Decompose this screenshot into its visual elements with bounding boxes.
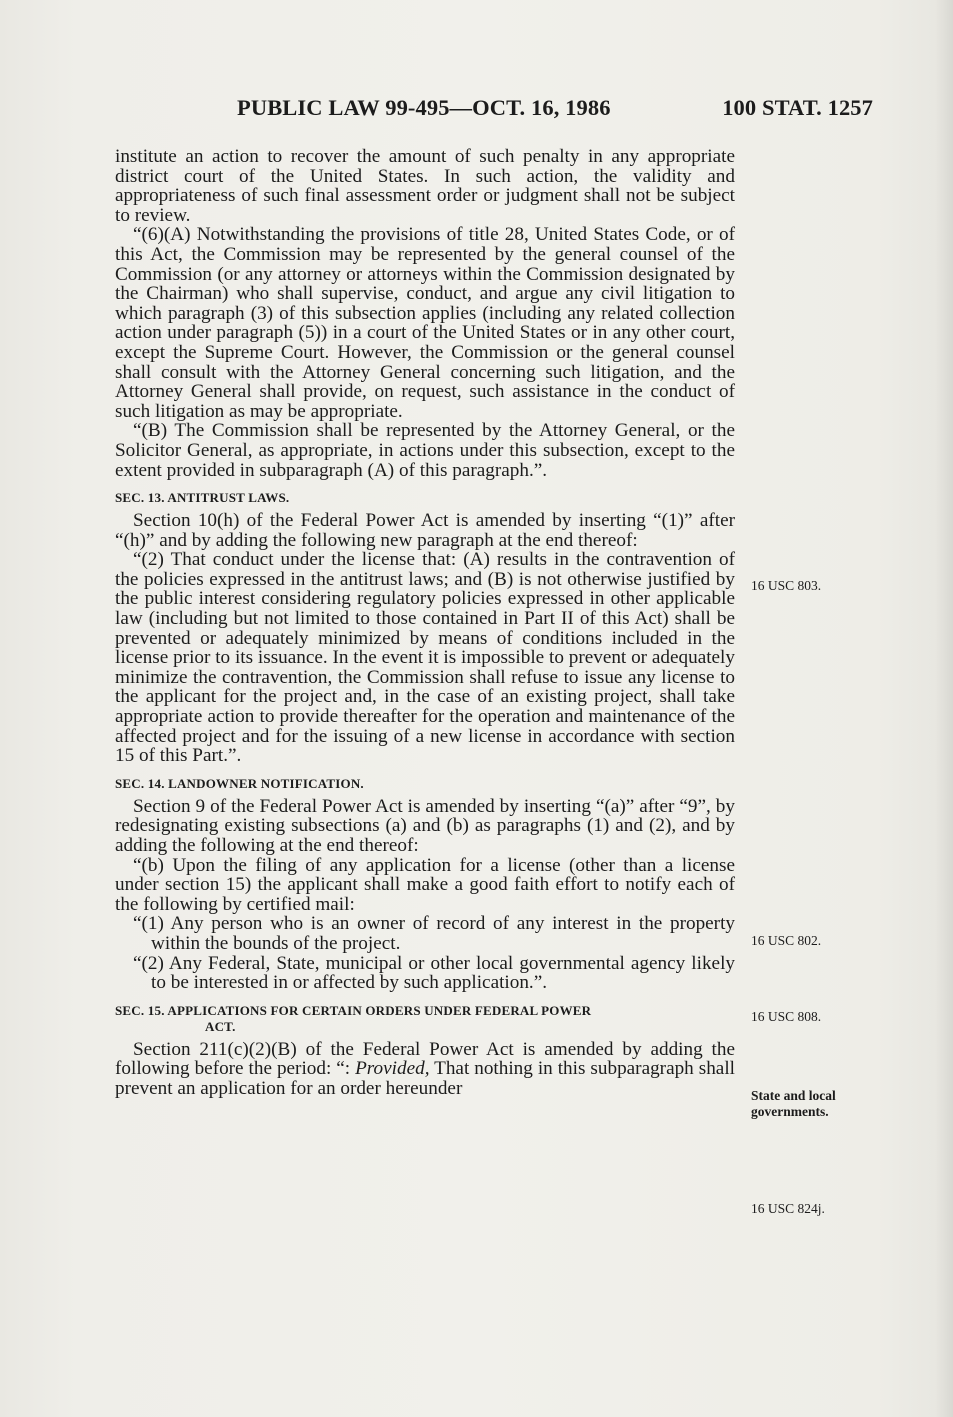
section-14-heading: SEC. 14. LANDOWNER NOTIFICATION.: [115, 775, 364, 791]
paragraph-6a: “(6)(A) Notwithstanding the provisions of title 28, United States Code, or of this Act, the Commission may be represented by the general counsel of the Commission (or any attorney or attorneys within the Commission designated by the Chairman) who shall supervise, conduct, and argue any civil litigation to which paragraph (3) of this subsection applies (including any related collection action under paragraph (5)) in a court of the United States or in any other court, except the Supreme Court. However, the Commission or the general counsel shall consult with the Attorney General concerning such litigation, and the Attorney General shall provide, on request, such assistance in the conduct of such litigation as may be appropriate.: [115, 224, 735, 422]
margin-note-16-usc-808: 16 USC 808.: [751, 1009, 822, 1024]
section-13-text: Section 10(h) of the Federal Power Act is amended by inserting “(1)” after “(h)” and by adding the following new paragraph at the end thereof:: [115, 510, 735, 551]
section-13-paragraph-2: “(2) That conduct under the license that: (A) results in the contravention of the policies expressed in the antitrust laws; and (B) is not otherwise justified by the public interest considering regulatory policies expressed in other applicable law (including but not limited to those contained in Part II of this Act) shall be prevented or adequately minimized by means of conditions included in the license prior to its issuance. In the event it is impossible to prevent or adequately minimize the contravention, the Commission shall refuse to issue any license to the applicant for the project and, in the case of an existing project, shall take appropriate action to provide thereafter for the operation and maintenance of the affected project and for the issuing of a new license in accordance with section 15 of this Part.”.: [115, 549, 735, 767]
page-header: [0, 95, 953, 125]
section-14-item-2: “(2) Any Federal, State, municipal or other local governmental agency likely to be interested in or affected by such application.”.: [133, 952, 735, 994]
section-15-heading-line-2: ACT.: [205, 1018, 236, 1034]
section-14-text: Section 9 of the Federal Power Act is amended by inserting “(a)” after “9”, by redesignating existing subsections (a) and (b) as paragraphs (1) and (2), and by adding the following at the end thereof:: [115, 795, 735, 856]
margin-note-16-usc-824j: 16 USC 824j.: [751, 1201, 825, 1216]
section-14-item-1: “(1) Any person who is an owner of record of any interest in the property within the bounds of the project.: [133, 913, 735, 954]
header-title: PUBLIC LAW 99-495—OCT. 16, 1986: [237, 95, 611, 120]
document-body: [115, 147, 735, 1099]
section-14-subsection-b: “(b) Upon the filing of any application for a license (other than a license under section 15) the applicant shall make a good faith effort to notify each of the following by certified mail:: [115, 854, 735, 915]
section-15-text-end: That nothing in this subparagraph shall prevent an application for an order hereunder: [115, 1058, 735, 1099]
header-stat-page: 100 STAT. 1257: [722, 95, 873, 120]
section-15-heading: [115, 1003, 735, 1035]
margin-note-16-usc-803: 16 USC 803.: [751, 578, 822, 593]
paragraph-continuation: institute an action to recover the amount of such penalty in any appropriate district court of the United States. In such action, the validity and appropriateness of such final assessment order or judgment shall not be subject to review.: [115, 146, 735, 226]
section-15-text: [115, 1040, 735, 1099]
margin-note-state-local: State and local governments.: [751, 1088, 836, 1119]
paragraph-6b: “(B) The Commission shall be represented by the Attorney General, or the Solicitor General, as appropriate, in actions under this subsection, except to the extent provided in subparagraph (A) of this paragraph.”.: [115, 420, 735, 481]
section-13-heading: SEC. 13. ANTITRUST LAWS.: [115, 490, 290, 506]
section-15-text-start: Section 211(c)(2)(B) of the Federal Power Act is amended by adding the following before the period: “:: [115, 1038, 735, 1080]
page-edge-shadow: [935, 0, 953, 1417]
section-15-heading-line-1: SEC. 15. APPLICATIONS FOR CERTAIN ORDERS UNDER FEDERAL POWER: [115, 1002, 592, 1018]
provided-italic: Provided,: [355, 1058, 430, 1080]
margin-note-16-usc-802: 16 USC 802.: [751, 933, 822, 948]
